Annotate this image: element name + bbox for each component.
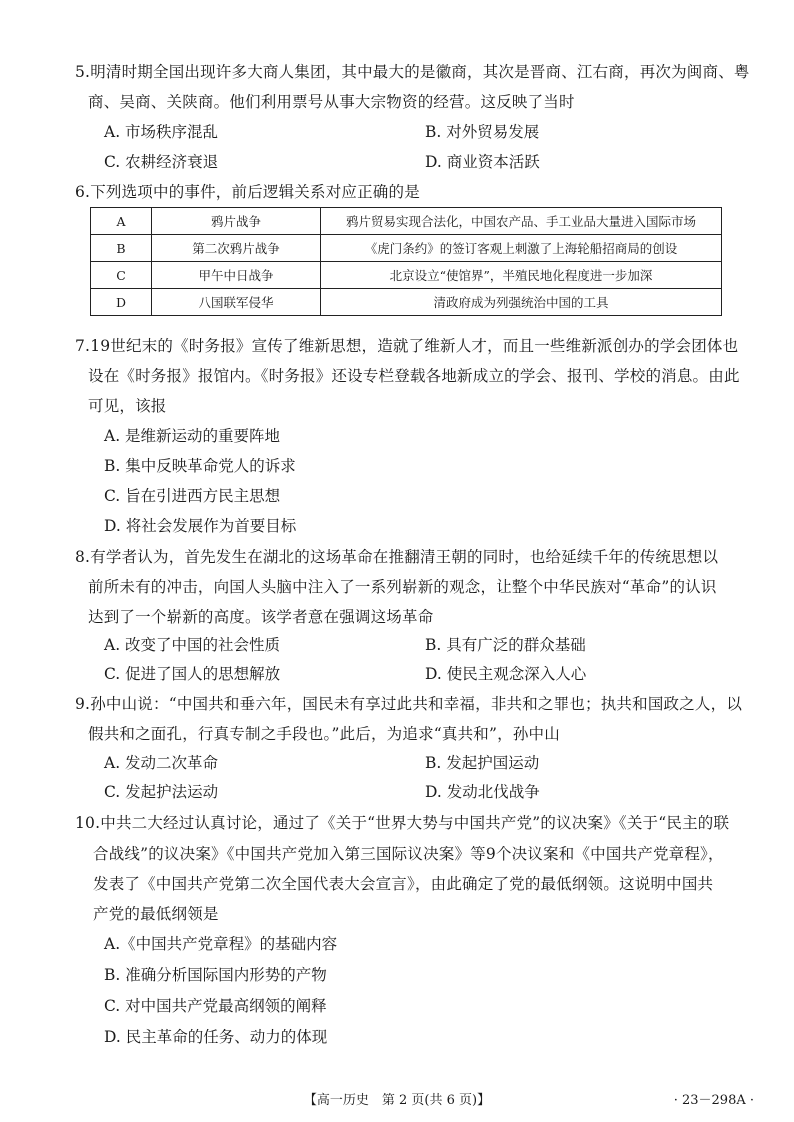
table-cell: 《虎门条约》的签订客观上刺激了上海轮船招商局的创设 xyxy=(321,235,722,262)
q5-stem-line1: 5.明清时期全国出现许多大商人集团，其中最大的是徽商，其次是晋商、江右商，再次为闽商、粤 xyxy=(75,63,750,81)
q10-option-d: D. 民主革命的任务、动力的体现 xyxy=(104,1028,328,1046)
q7-option-d: D. 将社会发展作为首要目标 xyxy=(104,517,297,535)
q5-option-b: B. 对外贸易发展 xyxy=(425,123,540,141)
q8-stem-line3: 达到了一个崭新的高度。该学者意在强调这场革命 xyxy=(88,608,434,626)
q10-option-a: A.《中国共产党章程》的基础内容 xyxy=(104,935,338,953)
table-cell: A xyxy=(91,208,152,235)
q8-stem-line1: 8.有学者认为，首先发生在湖北的这场革命在推翻清王朝的同时，也给延续千年的传统思想以 xyxy=(75,548,719,566)
q5-option-a: A. 市场秩序混乱 xyxy=(104,123,219,141)
q8-option-d: D. 使民主观念深入人心 xyxy=(425,665,587,683)
q10-stem-line3: 发表了《中国共产党第二次全国代表大会宣言》，由此确定了党的最低纲领。这说明中国共 xyxy=(93,875,714,893)
q10-stem-line1: 10.中共二大经过认真讨论，通过了《关于“世界大势与中国共产党”的议决案》《关于“民主的联 xyxy=(75,814,730,832)
table-cell: 八国联军侵华 xyxy=(152,289,321,316)
q7-stem-line3: 可见，该报 xyxy=(88,397,167,415)
q7-option-c: C. 旨在引进西方民主思想 xyxy=(104,487,281,505)
q10-stem-line4: 产党的最低纲领是 xyxy=(93,905,219,923)
paper-code: · 23－298A · xyxy=(673,1093,754,1108)
q10-stem-line2: 合战线”的议决案》《中国共产党加入第三国际议决案》等9个决议案和《中国共产党章程》， xyxy=(93,845,724,863)
q8-option-b: B. 具有广泛的群众基础 xyxy=(425,636,586,654)
q8-stem-line2: 前所未有的冲击，向国人头脑中注入了一系列崭新的观念，让整个中华民族对“革命”的认识 xyxy=(88,578,717,596)
table-cell: 甲午中日战争 xyxy=(152,262,321,289)
page-footer-label: 【高一历史 第 2 页(共 6 页)】 xyxy=(303,1093,491,1108)
q10-option-c: C. 对中国共产党最高纲领的阐释 xyxy=(104,997,327,1015)
q9-option-a: A. 发动二次革命 xyxy=(104,754,219,772)
q9-option-d: D. 发动北伐战争 xyxy=(425,783,540,801)
table-cell: 清政府成为列强统治中国的工具 xyxy=(321,289,722,316)
q10-option-b: B. 准确分析国际国内形势的产物 xyxy=(104,966,327,984)
q5-option-d: D. 商业资本活跃 xyxy=(425,153,540,171)
table-row xyxy=(91,235,722,262)
table-cell: 第二次鸦片战争 xyxy=(152,235,321,262)
q6-stem: 6.下列选项中的事件，前后逻辑关系对应正确的是 xyxy=(75,183,420,201)
q7-option-b: B. 集中反映革命党人的诉求 xyxy=(104,457,296,475)
q7-stem-line2: 设在《时务报》报馆内。《时务报》还设专栏登载各地新成立的学会、报刊、学校的消息。由此 xyxy=(88,367,740,385)
q7-option-a: A. 是维新运动的重要阵地 xyxy=(104,427,281,445)
q8-option-c: C. 促进了国人的思想解放 xyxy=(104,665,281,683)
table-cell: 北京设立“使馆界”，半殖民地化程度进一步加深 xyxy=(321,262,722,289)
q6-event-table xyxy=(90,207,722,316)
q7-stem-line1: 7.19世纪末的《时务报》宣传了维新思想，造就了维新人才，而且一些维新派创办的学会团体也 xyxy=(75,337,739,355)
q5-option-c: C. 农耕经济衰退 xyxy=(104,153,219,171)
q9-stem-line2: 假共和之面孔，行真专制之手段也。”此后，为追求“真共和”，孙中山 xyxy=(88,725,560,743)
table-cell: 鸦片贸易实现合法化，中国农产品、手工业品大量进入国际市场 xyxy=(321,208,722,235)
table-cell: 鸦片战争 xyxy=(152,208,321,235)
table-cell: B xyxy=(91,235,152,262)
q5-stem-line2: 商、吴商、关陕商。他们利用票号从事大宗物资的经营。这反映了当时 xyxy=(88,93,575,111)
table-cell: D xyxy=(91,289,152,316)
table-row xyxy=(91,262,722,289)
q9-option-c: C. 发起护法运动 xyxy=(104,783,219,801)
q9-stem-line1: 9.孙中山说：“中国共和垂六年，国民未有享过此共和幸福，非共和之罪也；执共和国政之人，以 xyxy=(75,695,743,713)
table-cell: C xyxy=(91,262,152,289)
q9-option-b: B. 发起护国运动 xyxy=(425,754,540,772)
q8-option-a: A. 改变了中国的社会性质 xyxy=(104,636,281,654)
table-row xyxy=(91,289,722,316)
table-row xyxy=(91,208,722,235)
